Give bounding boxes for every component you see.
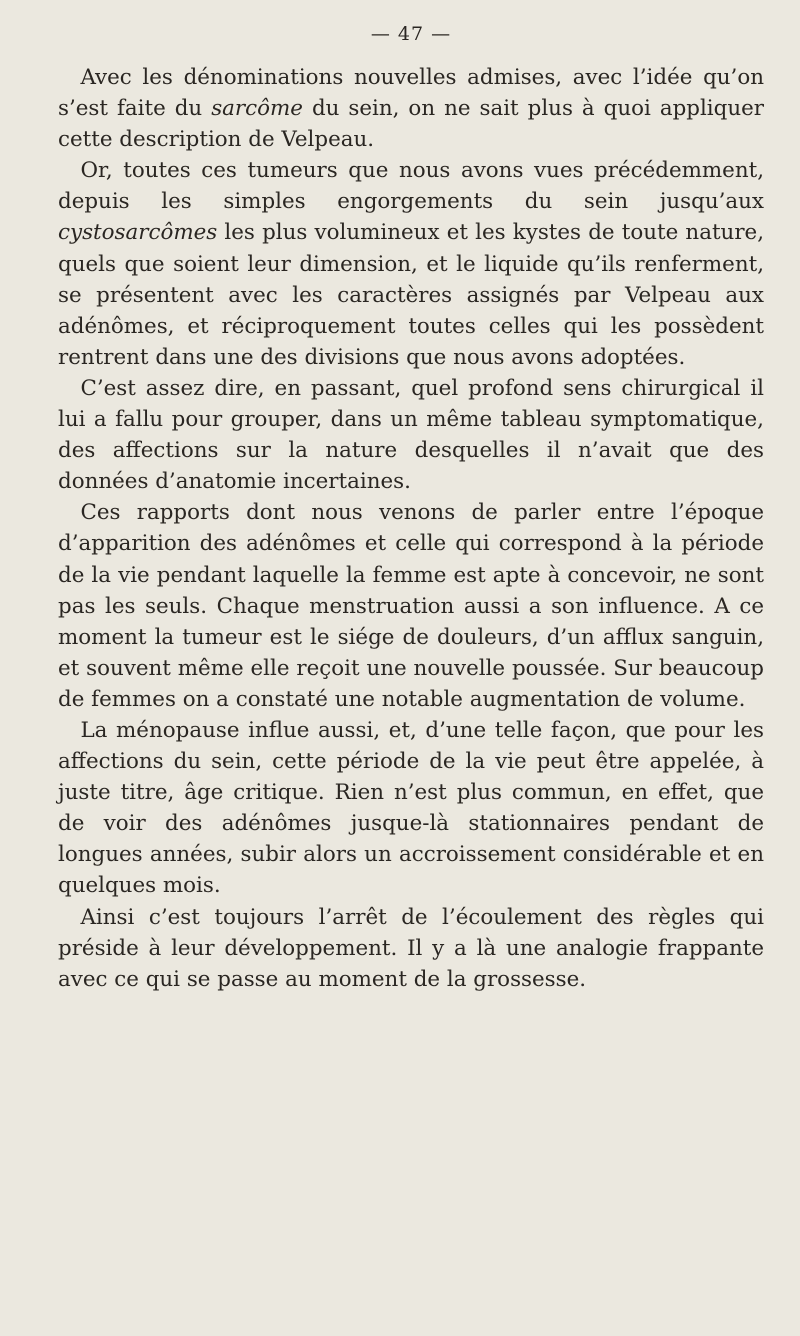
paragraph-6 (58, 902, 764, 995)
text-segment: Avec les dénominations nouvelles admises, avec l’idée qu’on s’est faite du (58, 65, 764, 122)
italic-term: sarcôme (211, 96, 303, 122)
paragraph-2 (58, 155, 764, 373)
text-segment: les plus volumineux et les kystes de toute nature, quels que soient leur dimension, et le liquide qu’ils renferment, se présentent avec les caractères assignés par Velpeau aux adénômes, et réciproquement toutes celles qui les possèdent rentrent dans une des divisions que nous avons adoptées. (58, 220, 764, 370)
italic-term: cystosarcômes (58, 220, 218, 246)
page-number (58, 22, 764, 46)
paragraph-4 (58, 497, 764, 715)
text-segment: C’est assez dire, en passant, quel profond sens chirurgical il lui a fallu pour grouper, dans un même tableau symptomatique, des affections sur la nature desquelles il n’avait que des données d’anatomie incertaines. (58, 375, 764, 495)
text-segment: Ces rapports dont nous venons de parler entre l’époque d’apparition des adénômes et celle qui correspond à la période de la vie pendant laquelle la femme est apte à concevoir, ne sont pas les seuls. Chaque menstruation aussi a son influence. A ce moment la tumeur est le siége de douleurs, d’un afflux sanguin, et souvent même elle reçoit une nouvelle poussée. Sur beaucoup de femmes on a constaté une notable augmentation de volume. (58, 500, 764, 712)
paragraph-3 (58, 373, 764, 497)
text-segment: Ainsi c’est toujours l’arrêt de l’écoulement des règles qui préside à leur développement. Il y a là une analogie frappante avec ce qui se passe au moment de la grossesse. (58, 904, 764, 992)
text-segment: Or, toutes ces tumeurs que nous avons vues précédemment, depuis les simples engorgements du sein jusqu’aux (58, 158, 764, 215)
page-number-text: — 47 — (370, 23, 452, 45)
text-segment: du sein, on ne sait plus à quoi appliquer cette description de Velpeau. (58, 96, 764, 153)
paragraph-1 (58, 62, 764, 155)
paragraph-5 (58, 715, 764, 902)
text-segment: La ménopause influe aussi, et, d’une telle façon, que pour les affections du sein, cette période de la vie peut être appelée, à juste titre, âge critique. Rien n’est plus commun, en effet, que de voir des adénômes jusque-là stationnaires pendant de longues années, subir alors un accroissement considérable et en quelques mois. (58, 717, 764, 899)
